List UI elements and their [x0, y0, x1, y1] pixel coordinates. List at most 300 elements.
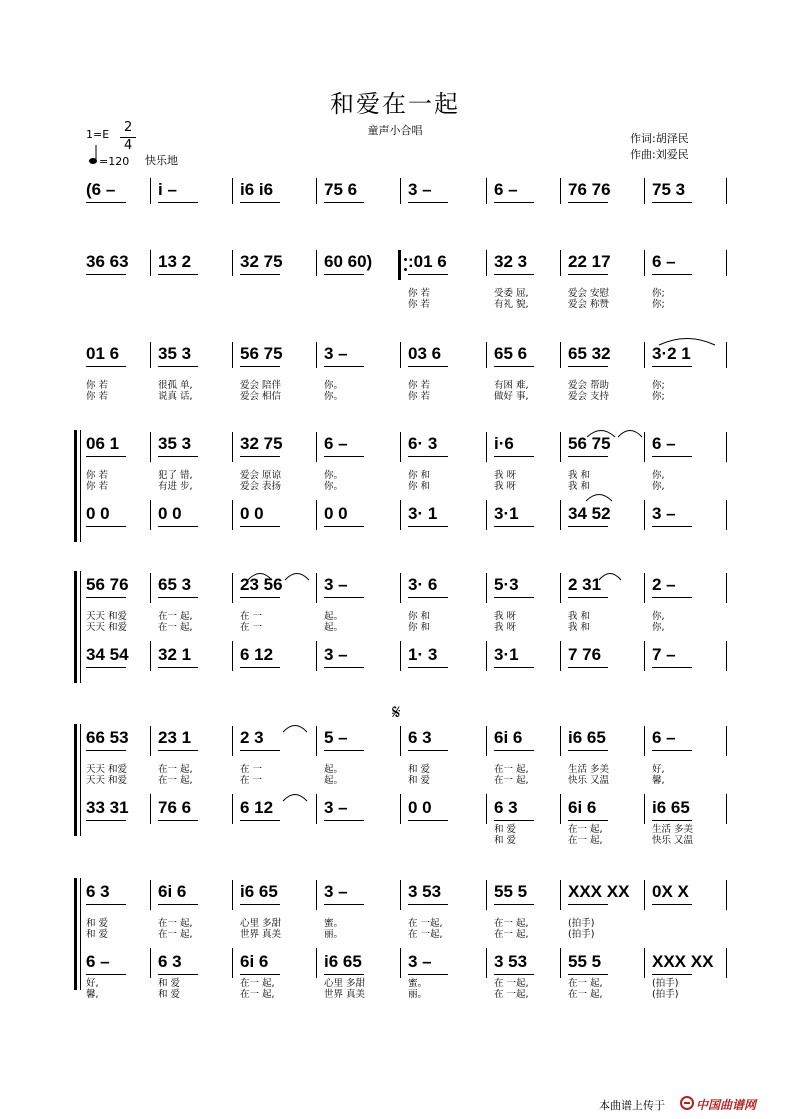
- time-signature-top: 2: [124, 120, 133, 135]
- lyric-verse-1: 在一 起,: [158, 764, 193, 775]
- system-bar-line: [80, 571, 81, 683]
- beam-line: [86, 667, 126, 668]
- measure-notes-part-2: 6 –: [86, 952, 110, 971]
- beam-line: [652, 456, 692, 457]
- bar-line: [486, 250, 487, 276]
- measure-notes: i·6: [494, 434, 514, 453]
- lyric-verse-1: 我 和: [568, 470, 591, 481]
- bar-line: [560, 432, 561, 462]
- beam-line: [158, 597, 198, 598]
- measure-notes: 32 75: [240, 434, 283, 453]
- lyric-verse-1: 你 若: [86, 380, 109, 391]
- bar-line-part-2: [400, 948, 401, 978]
- bar-line: [644, 880, 645, 910]
- measure-notes: 6 –: [494, 180, 518, 199]
- beam-line: [158, 274, 198, 275]
- lyric-verse-2: 有礼 貌,: [494, 299, 529, 310]
- key-signature: 1=E: [86, 128, 110, 141]
- measure-notes: :01 6: [408, 252, 447, 271]
- measure-notes-part-2: 7 76: [568, 645, 602, 664]
- beam-line: [494, 820, 534, 821]
- beam-line: [324, 820, 364, 821]
- bar-line: [726, 880, 727, 910]
- lyric-verse-2: 天天 和爱: [86, 775, 128, 786]
- repeat-bar-thick: [398, 250, 401, 280]
- beam-line: [158, 366, 198, 367]
- bar-line-part-2: [316, 500, 317, 530]
- bar-line: [316, 432, 317, 462]
- measure-notes: 35 3: [158, 344, 192, 363]
- lyric-verse-2: 你。: [324, 481, 344, 492]
- measure-notes: 23 1: [158, 728, 192, 747]
- beam-line: [324, 750, 364, 751]
- measure-notes: 3 –: [408, 180, 432, 199]
- measure-notes: i6 i6: [240, 180, 274, 199]
- beam-line: [324, 274, 364, 275]
- lyric-part-2-verse-2: 丽。: [408, 989, 428, 1000]
- bar-line: [486, 573, 487, 603]
- beam-line: [494, 597, 534, 598]
- beam-line: [568, 904, 608, 905]
- measure-notes: 3 –: [324, 575, 348, 594]
- beam-line: [568, 366, 608, 367]
- measure-notes-part-2: 0 0: [408, 798, 432, 817]
- measure-notes-part-2: 0 0: [324, 504, 348, 523]
- lyric-verse-1: 天天 和爱: [86, 611, 128, 622]
- measure-notes: 56 76: [86, 575, 129, 594]
- beam-line: [158, 904, 198, 905]
- bar-line: [726, 250, 727, 276]
- beam-line: [494, 202, 534, 203]
- beam-line: [158, 526, 198, 527]
- lyric-verse-1: 在 一起,: [408, 918, 443, 929]
- bar-line: [400, 573, 401, 603]
- lyric-verse-2: 世界 真美: [240, 929, 282, 940]
- song-title: 和爱在一起: [330, 90, 460, 118]
- measure-notes: 6· 3: [408, 434, 438, 453]
- bar-line: [726, 432, 727, 462]
- measure-notes: 65 3: [158, 575, 192, 594]
- lyric-verse-2: 你。: [324, 391, 344, 402]
- measure-notes: 22 17: [568, 252, 611, 271]
- lyric-verse-1: 爱会 帮助: [568, 380, 610, 391]
- bar-line: [644, 573, 645, 603]
- measure-notes-part-2: 1· 3: [408, 645, 438, 664]
- lyric-verse-2: 在一 起,: [494, 929, 529, 940]
- bar-line-part-2: [232, 948, 233, 978]
- measure-notes: XXX XX: [568, 882, 630, 901]
- lyric-verse-2: 在一 起,: [158, 929, 193, 940]
- lyric-verse-1: (拍手): [568, 918, 595, 929]
- measure-notes: 06 1: [86, 434, 120, 453]
- site-logo-text: 中国曲谱网: [696, 1098, 757, 1112]
- beam-line: [240, 456, 280, 457]
- measure-notes: 5 –: [324, 728, 348, 747]
- lyric-verse-2: 你;: [652, 299, 665, 310]
- lyric-part-2-verse-1: 和 爱: [494, 824, 517, 835]
- lyric-part-2-verse-2: 和 爱: [158, 989, 181, 1000]
- lyric-verse-2: (拍手): [568, 929, 595, 940]
- beam-line: [568, 597, 608, 598]
- beam-line: [652, 526, 692, 527]
- lyric-verse-1: 我 呀: [494, 470, 517, 481]
- bar-line: [150, 726, 151, 756]
- tempo-marking: =120: [99, 155, 130, 168]
- lyric-part-2-verse-2: 馨,: [86, 989, 99, 1000]
- bar-line: [316, 880, 317, 910]
- lyric-part-2-verse-2: 快乐 又温: [652, 835, 694, 846]
- bar-line: [316, 178, 317, 204]
- measure-notes: 65 6: [494, 344, 528, 363]
- lyric-verse-2: 你;: [652, 391, 665, 402]
- lyric-verse-2: 在 一起,: [408, 929, 443, 940]
- system-bracket: [74, 571, 77, 683]
- measure-notes-part-2: 6i 6: [240, 952, 269, 971]
- bar-line: [644, 342, 645, 368]
- lyric-part-2-verse-1: 在一 起,: [568, 824, 603, 835]
- lyric-part-2-verse-1: (拍手): [652, 978, 679, 989]
- beam-line: [652, 974, 692, 975]
- measure-notes: 2 31: [568, 575, 602, 594]
- measure-notes: 3 –: [324, 344, 348, 363]
- lyric-verse-2: 你,: [652, 622, 665, 633]
- beam-line: [408, 526, 448, 527]
- lyric-verse-2: 你 若: [86, 391, 109, 402]
- measure-notes: 3 53: [408, 882, 442, 901]
- measure-notes: 35 3: [158, 434, 192, 453]
- bar-line: [232, 726, 233, 756]
- tie-arc: [284, 569, 310, 581]
- bar-line: [400, 432, 401, 462]
- bar-line-part-2: [232, 641, 233, 671]
- beam-line: [240, 366, 280, 367]
- bar-line-part-2: [150, 794, 151, 824]
- measure-notes-part-2: 0 0: [158, 504, 182, 523]
- bar-line-part-2: [726, 794, 727, 824]
- measure-notes: 32 75: [240, 252, 283, 271]
- beam-line: [494, 667, 534, 668]
- bar-line-part-2: [644, 794, 645, 824]
- measure-notes-part-2: 0 0: [86, 504, 110, 523]
- tie-arc: [247, 569, 273, 581]
- beam-line: [158, 750, 198, 751]
- beam-line: [240, 750, 280, 751]
- bar-line-part-2: [316, 641, 317, 671]
- bar-line-part-2: [486, 794, 487, 824]
- bar-line: [726, 573, 727, 603]
- segno-icon: 𝄋: [392, 700, 401, 724]
- lyric-verse-2: 爱会 相信: [240, 391, 282, 402]
- beam-line: [158, 202, 198, 203]
- bar-line: [560, 342, 561, 368]
- lyric-part-2-verse-1: 好,: [86, 978, 99, 989]
- beam-line: [568, 456, 608, 457]
- measure-notes: 75 6: [324, 180, 358, 199]
- bar-line: [400, 726, 401, 756]
- beam-line: [408, 820, 448, 821]
- bar-line: [726, 726, 727, 756]
- bar-line: [400, 342, 401, 368]
- lyric-verse-1: 天天 和爱: [86, 764, 128, 775]
- measure-notes: 23 56: [240, 575, 283, 594]
- bar-line: [486, 178, 487, 204]
- measure-notes-part-2: i6 65: [652, 798, 690, 817]
- beam-line: [494, 974, 534, 975]
- measure-notes: 6 3: [86, 882, 110, 901]
- beam-line: [240, 202, 280, 203]
- beam-line: [568, 974, 608, 975]
- bar-line: [486, 432, 487, 462]
- bar-line-part-2: [486, 948, 487, 978]
- bar-line-part-2: [726, 500, 727, 530]
- lyric-verse-1: 我 呀: [494, 611, 517, 622]
- lyric-verse-2: 天天 和爱: [86, 622, 128, 633]
- measure-notes-part-2: 6i 6: [568, 798, 597, 817]
- measure-notes: i6 65: [240, 882, 278, 901]
- lyric-verse-1: 你 若: [86, 470, 109, 481]
- measure-notes: 6i 6: [494, 728, 523, 747]
- lyric-verse-1: 在一 起,: [158, 611, 193, 622]
- beam-line: [158, 974, 198, 975]
- lyric-verse-1: 起。: [324, 764, 344, 775]
- beam-line: [240, 820, 280, 821]
- bar-line: [232, 250, 233, 276]
- lyric-verse-1: 你 和: [408, 611, 431, 622]
- measure-notes-part-2: 3 –: [324, 798, 348, 817]
- beam-line: [568, 202, 608, 203]
- system-bar-line: [80, 430, 81, 542]
- lyric-verse-2: 在 一: [240, 622, 263, 633]
- beam-line: [494, 366, 534, 367]
- beam-line: [324, 974, 364, 975]
- beam-line: [568, 274, 608, 275]
- beam-line: [324, 526, 364, 527]
- lyric-verse-2: 你 和: [408, 481, 431, 492]
- bar-line-part-2: [560, 794, 561, 824]
- lyric-verse-1: 心里 多甜: [240, 918, 282, 929]
- lyric-part-2-verse-1: 生活 多美: [652, 824, 694, 835]
- bar-line: [726, 178, 727, 204]
- measure-notes: 60 60): [324, 252, 373, 271]
- measure-notes: 6 –: [652, 252, 676, 271]
- beam-line: [86, 750, 126, 751]
- lyric-part-2-verse-2: 在一 起,: [240, 989, 275, 1000]
- lyric-part-2-verse-1: 在 一起,: [494, 978, 529, 989]
- beam-line: [408, 974, 448, 975]
- measure-notes: 6i 6: [158, 882, 187, 901]
- bar-line: [400, 880, 401, 910]
- bar-line: [486, 880, 487, 910]
- tie-arc: [598, 569, 622, 581]
- lyric-part-2-verse-1: 心里 多甜: [324, 978, 366, 989]
- beam-line: [86, 366, 126, 367]
- bar-line-part-2: [726, 948, 727, 978]
- bar-line: [150, 178, 151, 204]
- bar-line: [644, 432, 645, 462]
- measure-notes: 3·2 1: [652, 344, 691, 363]
- tie-arc: [586, 426, 616, 438]
- lyric-part-2-verse-2: (拍手): [652, 989, 679, 1000]
- beam-line: [240, 526, 280, 527]
- measure-notes: 65 32: [568, 344, 611, 363]
- beam-line: [240, 274, 280, 275]
- lyric-verse-1: 在一 起,: [494, 918, 529, 929]
- measure-notes: 32 3: [494, 252, 528, 271]
- beam-line: [494, 456, 534, 457]
- measure-notes-part-2: 3· 1: [408, 504, 438, 523]
- measure-notes-part-2: 76 6: [158, 798, 192, 817]
- footer-upload-text: 本曲谱上传于: [599, 1099, 665, 1112]
- bar-line-part-2: [150, 641, 151, 671]
- lyric-verse-1: 蜜。: [324, 918, 344, 929]
- bar-line-part-2: [486, 641, 487, 671]
- bar-line: [486, 726, 487, 756]
- beam-line: [652, 366, 692, 367]
- measure-notes-part-2: 34 52: [568, 504, 611, 523]
- lyric-verse-2: 说真 话,: [158, 391, 193, 402]
- lyric-verse-2: 和 爱: [86, 929, 109, 940]
- measure-notes-part-2: 0 0: [240, 504, 264, 523]
- lyric-verse-1: 在 一: [240, 764, 263, 775]
- beam-line: [652, 750, 692, 751]
- lyric-verse-1: 和 爱: [408, 764, 431, 775]
- lyric-verse-2: 你 和: [408, 622, 431, 633]
- bar-line: [150, 432, 151, 462]
- measure-notes: 5·3: [494, 575, 519, 594]
- measure-notes: 76 76: [568, 180, 611, 199]
- beam-line: [158, 820, 198, 821]
- measure-notes-part-2: 3 –: [324, 645, 348, 664]
- bar-line: [150, 250, 151, 276]
- bar-line: [486, 342, 487, 368]
- beam-line: [494, 274, 534, 275]
- bar-line: [232, 880, 233, 910]
- measure-notes: (6 –: [86, 180, 116, 199]
- bar-line-part-2: [150, 500, 151, 530]
- bar-line: [316, 573, 317, 603]
- measure-notes-part-2: XXX XX: [652, 952, 714, 971]
- beam-line: [324, 366, 364, 367]
- measure-notes: i6 65: [568, 728, 606, 747]
- bar-line: [560, 726, 561, 756]
- lyric-verse-1: 在 一: [240, 611, 263, 622]
- measure-notes-part-2: 55 5: [568, 952, 602, 971]
- bar-line: [560, 573, 561, 603]
- measure-notes: 36 63: [86, 252, 129, 271]
- lyric-verse-1: 起。: [324, 611, 344, 622]
- bar-line-part-2: [560, 641, 561, 671]
- beam-line: [324, 597, 364, 598]
- lyric-verse-1: 你 若: [408, 380, 431, 391]
- lyric-verse-2: 在 一: [240, 775, 263, 786]
- lyric-verse-1: 你 若: [408, 288, 431, 299]
- beam-line: [240, 904, 280, 905]
- time-signature-bottom: 4: [124, 138, 133, 153]
- beam-line: [408, 750, 448, 751]
- beam-line: [494, 904, 534, 905]
- quarter-note-icon: [88, 144, 98, 170]
- beam-line: [86, 904, 126, 905]
- lyric-part-2-verse-1: 和 爱: [158, 978, 181, 989]
- lyric-verse-1: 爱会 安慰: [568, 288, 610, 299]
- bar-line: [316, 250, 317, 276]
- beam-line: [86, 597, 126, 598]
- measure-notes-part-2: 6 3: [494, 798, 518, 817]
- system-bracket: [74, 724, 77, 836]
- beam-line: [158, 456, 198, 457]
- beam-line: [86, 274, 126, 275]
- bar-line-part-2: [486, 500, 487, 530]
- repeat-dot: [404, 258, 407, 261]
- tie-arc: [282, 790, 308, 802]
- lyric-verse-2: 你 若: [86, 481, 109, 492]
- measure-notes-part-2: 3 –: [652, 504, 676, 523]
- beam-line: [324, 667, 364, 668]
- lyric-part-2-verse-1: 蜜。: [408, 978, 428, 989]
- bar-line: [560, 178, 561, 204]
- measure-notes-part-2: 32 1: [158, 645, 192, 664]
- beam-line: [408, 667, 448, 668]
- tie-arc: [658, 334, 716, 346]
- lyric-part-2-verse-2: 世界 真美: [324, 989, 366, 1000]
- lyric-verse-1: 犯了 错,: [158, 470, 193, 481]
- lyric-verse-2: 起。: [324, 622, 344, 633]
- beam-line: [408, 904, 448, 905]
- lyric-verse-1: 你,: [652, 470, 665, 481]
- song-subtitle: 童声小合唱: [367, 124, 423, 137]
- beam-line: [568, 667, 608, 668]
- lyric-verse-2: 你,: [652, 481, 665, 492]
- system-bracket: [74, 878, 77, 990]
- lyric-verse-2: 有进 步,: [158, 481, 193, 492]
- beam-line: [86, 202, 126, 203]
- bar-line-part-2: [232, 794, 233, 824]
- bar-line-part-2: [726, 641, 727, 671]
- lyric-verse-2: 我 呀: [494, 481, 517, 492]
- measure-notes: 6 3: [408, 728, 432, 747]
- measure-notes: i –: [158, 180, 177, 199]
- lyric-verse-1: 你 和: [408, 470, 431, 481]
- lyric-verse-1: 在一 起,: [494, 764, 529, 775]
- lyric-verse-1: 你;: [652, 288, 665, 299]
- bar-line-part-2: [644, 641, 645, 671]
- measure-notes-part-2: 3·1: [494, 645, 519, 664]
- beam-line: [158, 667, 198, 668]
- lyric-part-2-verse-2: 和 爱: [494, 835, 517, 846]
- lyric-verse-2: 我 和: [568, 481, 591, 492]
- system-bar-line: [80, 724, 81, 836]
- beam-line: [240, 974, 280, 975]
- measure-notes-part-2: i6 65: [324, 952, 362, 971]
- bar-line-part-2: [400, 641, 401, 671]
- lyric-verse-2: 在一 起,: [158, 775, 193, 786]
- measure-notes: 3 –: [324, 882, 348, 901]
- lyric-verse-1: 有困 难,: [494, 380, 529, 391]
- beam-line: [324, 202, 364, 203]
- beam-line: [494, 526, 534, 527]
- bar-line-part-2: [400, 500, 401, 530]
- bar-line: [400, 178, 401, 204]
- bar-line-part-2: [560, 500, 561, 530]
- beam-line: [86, 974, 126, 975]
- bar-line: [232, 432, 233, 462]
- beam-line: [408, 202, 448, 203]
- measure-notes: 6 –: [652, 728, 676, 747]
- measure-notes: 6 –: [652, 434, 676, 453]
- lyric-verse-1: 我 和: [568, 611, 591, 622]
- measure-notes-part-2: 6 12: [240, 645, 274, 664]
- bar-line-part-2: [316, 794, 317, 824]
